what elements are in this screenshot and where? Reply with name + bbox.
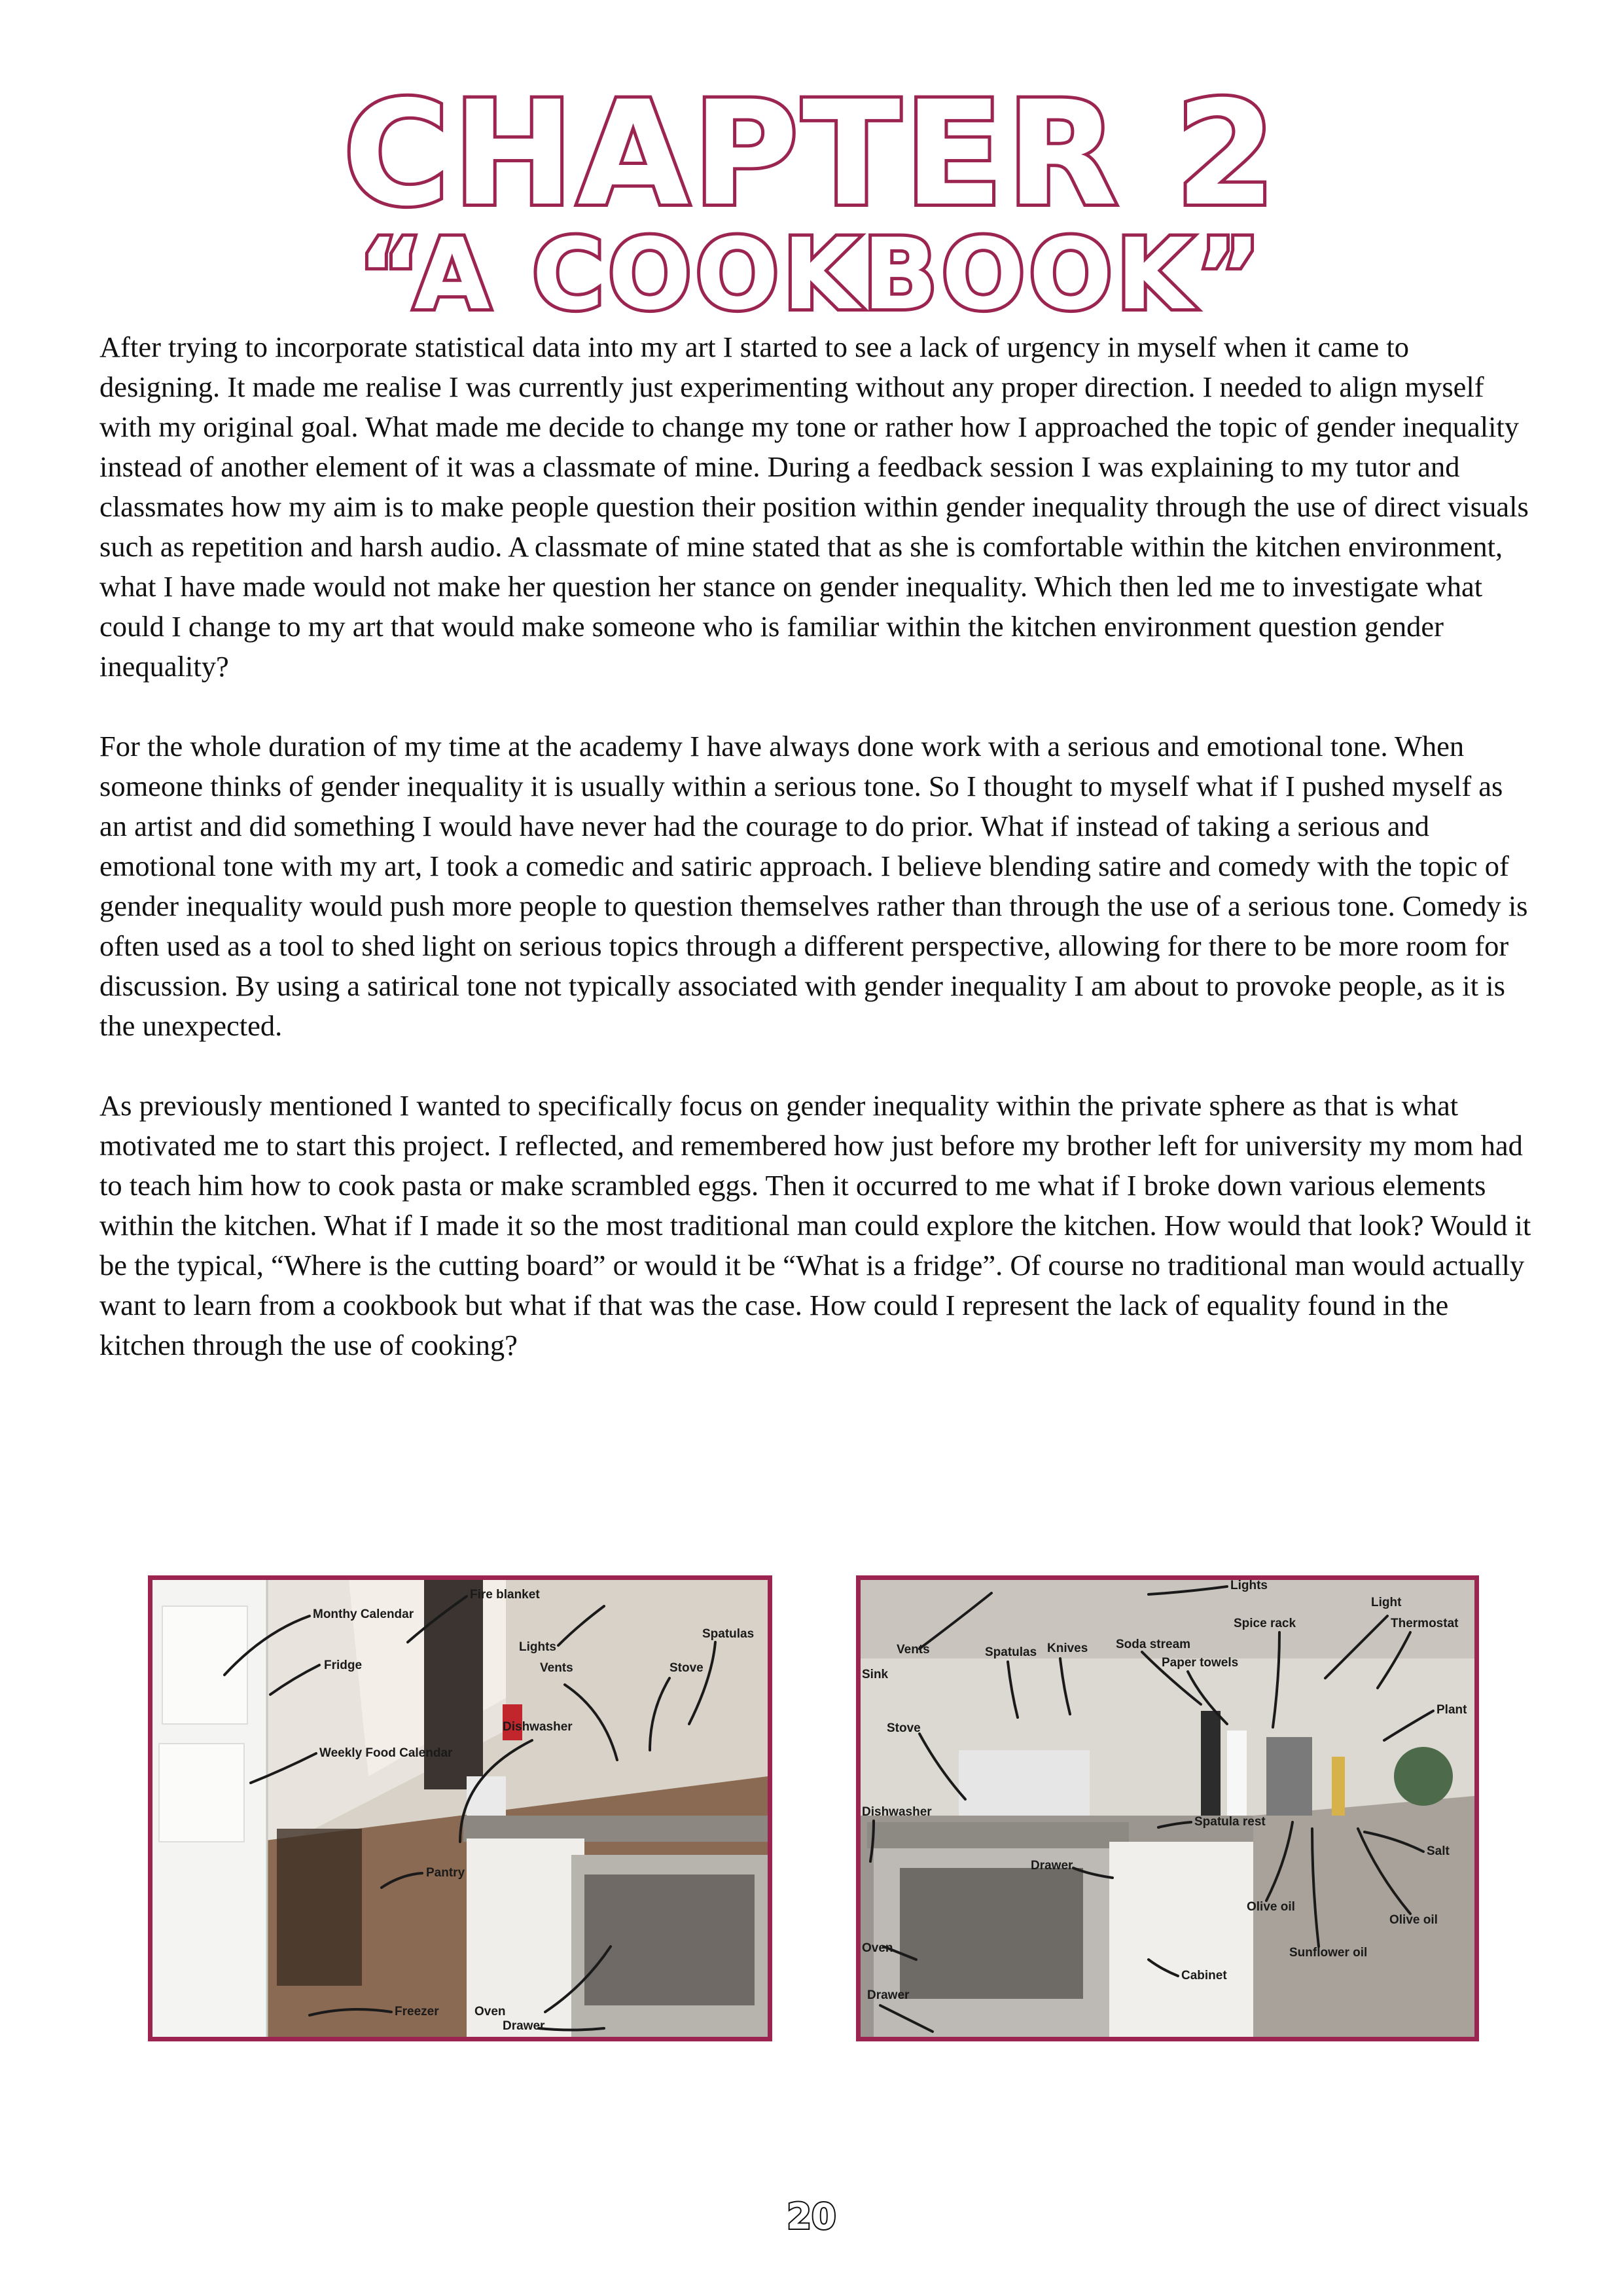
arrow bbox=[270, 1665, 319, 1695]
label-pantry: Pantry bbox=[426, 1866, 465, 1880]
label-drawer: Drawer bbox=[1031, 1859, 1073, 1873]
label-plant: Plant bbox=[1436, 1703, 1467, 1717]
arrow bbox=[650, 1678, 669, 1750]
paragraph-1: After trying to incorporate statistical data into my art I started to see a lack of urgency in myself when it came to designing. It made me realise I was currently just experimenting without any proper direction. I needed to align myself with my original goal. What made me decide to change my tone or rather how I approached the topic of gender inequality instead of another element of it was a classmate of mine. During a feedback session I was explaining to my tutor and classmates how my aim is to make people question their position within gender inequality through the use of direct visuals such as repetition and harsh audio. A classmate of mine stated that as she is comfortable within the kitchen environment, what I have made would not make her question her stance on gender inequality. Which then led me to investigate what could I change to my art that would make someone who is familiar within the kitchen environment question gender inequality? bbox=[99, 331, 1529, 683]
arrow bbox=[382, 1873, 422, 1888]
arrow bbox=[870, 1821, 874, 1861]
page-number: 20 bbox=[787, 2196, 836, 2237]
label-fire-blanket: Fire blanket bbox=[470, 1588, 540, 1602]
label-drawer: Drawer bbox=[503, 2019, 545, 2033]
arrow bbox=[539, 2028, 604, 2030]
arrow bbox=[1378, 1632, 1410, 1688]
label-dishwasher: Dishwasher bbox=[503, 1720, 573, 1734]
label-spatulas: Spatulas bbox=[985, 1645, 1037, 1659]
arrow bbox=[558, 1606, 604, 1645]
arrow bbox=[1384, 1711, 1433, 1740]
arrow bbox=[310, 2009, 391, 2015]
label-spatulas: Spatulas bbox=[702, 1627, 755, 1641]
label-olive-oil-1: Olive oil bbox=[1247, 1900, 1295, 1914]
label-stove: Stove bbox=[669, 1661, 704, 1675]
label-knives: Knives bbox=[1047, 1641, 1088, 1655]
label-thermostat: Thermostat bbox=[1391, 1617, 1459, 1630]
body-text bbox=[99, 327, 1533, 1405]
kitchen-photo-right bbox=[856, 1575, 1479, 2041]
arrow bbox=[251, 1753, 316, 1783]
arrow bbox=[1158, 1822, 1191, 1827]
label-spatula-rest: Spatula rest bbox=[1194, 1815, 1266, 1829]
kitchen-photo-left bbox=[148, 1575, 772, 2041]
arrow bbox=[919, 1734, 965, 1799]
label-light: Light bbox=[1371, 1596, 1402, 1609]
arrow bbox=[689, 1642, 715, 1724]
label-dishwasher: Dishwasher bbox=[862, 1805, 932, 1819]
paragraph-2: For the whole duration of my time at the academy I have always done work with a serious and emotional tone. When someone thinks of gender inequality it is usually within a serious tone. So I thought to myself what if I pushed myself as an artist and did something I would have never had the courage to do prior. What if instead of taking a serious and emotional tone with my art, I took a comedic and satiric approach. I believe blending satire and comedy with the topic of gender inequality would push more people to question themselves rather than through the use of a serious tone. Comedy is often used as a tool to shed light on serious topics through a different perspective, allowing for there to be more room for discussion. By using a satirical tone not typically associated with gender inequality I am about to provoke people, as it is the unexpected. bbox=[99, 730, 1528, 1042]
arrow bbox=[1073, 1868, 1113, 1878]
arrow bbox=[545, 1946, 611, 2012]
arrow bbox=[880, 2005, 933, 2032]
arrow bbox=[1266, 1822, 1293, 1901]
arrow bbox=[1273, 1632, 1279, 1727]
chapter-subtitle: “A COOKBOOK” bbox=[358, 218, 1265, 332]
label-soda-stream: Soda stream bbox=[1116, 1638, 1191, 1651]
label-lights: Lights bbox=[519, 1640, 556, 1654]
arrow bbox=[1060, 1659, 1070, 1714]
label-freezer: Freezer bbox=[395, 2005, 439, 2018]
arrow bbox=[1325, 1616, 1387, 1678]
arrow bbox=[1008, 1662, 1018, 1717]
label-lights: Lights bbox=[1230, 1580, 1268, 1592]
arrow bbox=[919, 1593, 991, 1649]
label-stove: Stove bbox=[887, 1721, 921, 1735]
label-sunflower-oil: Sunflower oil bbox=[1289, 1946, 1368, 1960]
annotation-layer-right bbox=[861, 1580, 1474, 2037]
label-drawer-2: Drawer bbox=[867, 1988, 910, 2002]
label-salt: Salt bbox=[1427, 1844, 1450, 1858]
chapter-title: CHAPTER 2 bbox=[343, 70, 1280, 238]
arrow bbox=[1364, 1832, 1423, 1852]
arrow bbox=[1312, 1829, 1319, 1946]
label-olive-oil-2: Olive oil bbox=[1389, 1913, 1438, 1927]
arrow bbox=[460, 1740, 532, 1842]
label-oven: Oven bbox=[474, 2005, 506, 2018]
arrow bbox=[1149, 1587, 1227, 1594]
label-vents: Vents bbox=[540, 1661, 573, 1675]
label-monthly-calendar: Monthy Calendar bbox=[313, 1607, 414, 1621]
arrow bbox=[408, 1596, 467, 1642]
annotation-layer-left bbox=[152, 1580, 768, 2037]
label-fridge: Fridge bbox=[324, 1659, 363, 1672]
label-vents: Vents bbox=[897, 1643, 930, 1657]
arrow bbox=[224, 1616, 310, 1675]
paragraph-3: As previously mentioned I wanted to specifically focus on gender inequality within the private sphere as that is what motivated me to start this project. I reflected, and remembered how just before my brother left for university my mom had to teach him how to cook pasta or make scrambled eggs. Then it occurred to me what if I broke down various elements within the kitchen. What if I made it so the most traditional man could explore the kitchen. How would that look? Would it be the typical, “Where is the cutting board” or would it be “What is a fridge”. Of course no traditional man would actually want to learn from a cookbook but what if that was the case. How could I represent the lack of equality found in the kitchen through the use of cooking? bbox=[99, 1089, 1531, 1361]
label-oven: Oven bbox=[862, 1941, 893, 1955]
label-paper-towels: Paper towels bbox=[1162, 1656, 1239, 1670]
label-sink: Sink bbox=[862, 1668, 889, 1681]
arrow bbox=[565, 1685, 617, 1760]
arrow bbox=[1149, 1960, 1178, 1976]
label-spice-rack: Spice rack bbox=[1234, 1617, 1296, 1630]
label-cabinet: Cabinet bbox=[1181, 1969, 1227, 1982]
label-weekly-food-calendar: Weekly Food Calendar bbox=[319, 1746, 453, 1760]
